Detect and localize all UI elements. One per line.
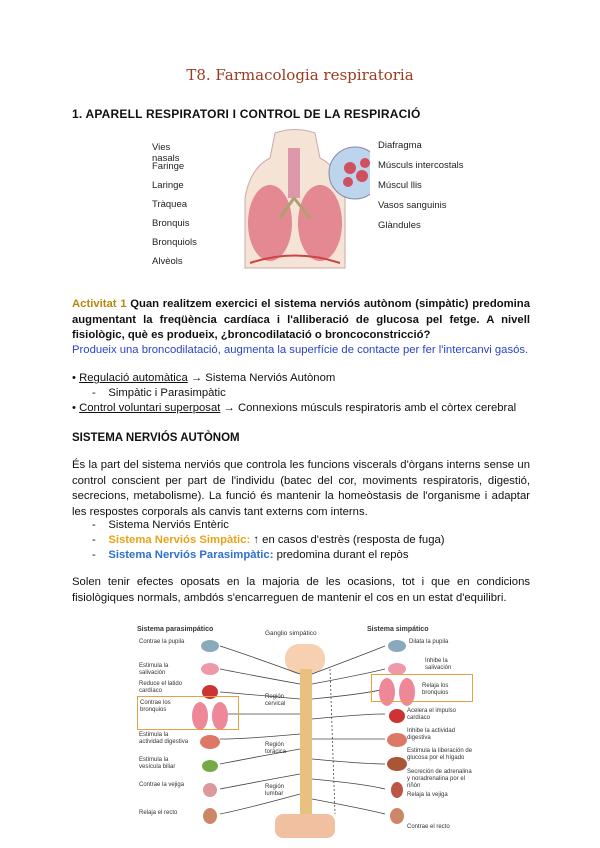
sna-enteric: Sistema Nerviós Entèric [108, 519, 229, 531]
sna-paragraph: És la part del sistema nerviós que controla les funcions viscerals d'òrgans interns sense un control conscient per part de l'individu (batec del cor, moviments respiratoris, digestió, secrecions, metabolisme). La funció és mantenir la homeòstasis de l'organisme i adaptar les respostes corporals als canvis tant externs com interns. [72, 459, 530, 518]
para-label: Relaja el recto [139, 810, 178, 816]
symp-label: Relaja la vejiga [407, 792, 448, 798]
regulation-item: • Control voluntari superposat → Connexions músculs respiratoris amb el còrtex cerebral [72, 402, 517, 414]
resp-label: Diafragma [378, 140, 422, 151]
sna-list-item: - Sistema Nerviós Simpàtic: ↑ en casos d'estrès (resposta de fuga) [92, 534, 445, 546]
section-heading-respiratory: 1. APARELL RESPIRATORI I CONTROL DE LA RESPIRACIÓ [72, 107, 421, 121]
para-bronchi-box [137, 696, 239, 730]
activity-label: Activitat 1 [72, 298, 127, 310]
para-label: Estimula la salivación [139, 663, 169, 676]
ganglion-title: Ganglio simpático [265, 630, 317, 637]
sympathetic-title: Sistema simpático [367, 626, 429, 633]
activity-answer: Produeix una broncodilatació, augmenta la superfície de contacte per fer l'intercanvi gasós. [72, 344, 529, 356]
activity-question [72, 297, 530, 344]
resp-label: Músculs intercostals [378, 160, 464, 171]
symp-label: Secreción de adrenalina y noradrenalina por el riñón [407, 769, 472, 789]
para-label: Reduce el latido cardíaco [139, 681, 183, 694]
resp-label: Alvèols [152, 256, 183, 267]
resp-label: Bronquis [152, 218, 190, 229]
respiratory-illustration [220, 128, 370, 278]
page-title: T8. Farmacologia respiratoria [186, 66, 414, 84]
resp-label: Faringe [152, 161, 185, 172]
resp-label: Múscul llis [378, 180, 422, 191]
regulation-subitem: - Simpàtic i Parasimpàtic [92, 387, 226, 399]
activity-question-text: Quan realitzem exercici el sistema nerviós autònom (simpàtic) predomina augmentant la freqüència cardíaca i l'alliberació de glucosa pel fetge. A nivell fisiològic, què es produeix, ¿broncodilatació o broncoconstricció? [72, 298, 530, 341]
symp-label: Acelera el impulso cardíaco [407, 708, 457, 721]
region-label: Región cervical [265, 694, 286, 707]
regulation-item: • Regulació automàtica → Sistema Nerviós Autònom [72, 372, 336, 384]
resp-label: Vasos sanguinis [378, 200, 447, 211]
symp-label: Inhibe la actividad digestiva [407, 728, 456, 741]
sna-sympathetic-label: Sistema Nerviós Simpàtic: [108, 534, 251, 546]
resp-label: Vies nasals [152, 142, 180, 164]
sna-parasympathetic-label: Sistema Nerviós Parasimpàtic: [108, 549, 274, 561]
symp-label: Contrae el recto [407, 824, 450, 830]
resp-label: Laringe [152, 180, 184, 191]
para-label: Contrae la vejiga [139, 782, 185, 788]
sna-list-item: - Sistema Nerviós Parasimpàtic: predomina durant el repòs [92, 549, 409, 561]
para-label: Contrae los bronquios [140, 700, 171, 713]
regulation-item2-rest: → Connexions músculs respiratoris amb el còrtex cerebral [220, 402, 517, 414]
regulation-item1-label: Regulació automàtica [79, 372, 188, 384]
symp-label: Inhibe la salivación [425, 658, 452, 671]
section-heading-sna: SISTEMA NERVIÓS AUTÒNOM [72, 432, 240, 444]
sna-list [72, 518, 562, 563]
region-label: Región torácica [265, 742, 287, 755]
para-label: Estimula la vesícula biliar [139, 757, 176, 770]
resp-label: Glàndules [378, 220, 421, 231]
regulation-item1-rest: → Sistema Nerviós Autònom [187, 372, 336, 384]
resp-label: Bronquiols [152, 237, 197, 248]
regulation-subitem-text: Simpàtic i Parasimpàtic [108, 387, 226, 399]
respiratory-figure [150, 128, 464, 278]
symp-label: Estimula la liberación de glucosa por el hígado [407, 748, 473, 761]
resp-label: Tràquea [152, 199, 188, 210]
sna-list-item: - Sistema Nerviós Entèric [92, 519, 229, 531]
effects-paragraph: Solen tenir efectes oposats en la majoria de les ocasions, tot i que en condicions fisiològiques normals, ambdós s'encarreguen de mantenir el cos en un estat d'equilibri. [72, 576, 530, 604]
parasympathetic-title: Sistema parasimpático [137, 626, 214, 633]
symp-label: Dilata la pupila [409, 639, 449, 645]
regulation-list [72, 371, 542, 416]
para-label: Estimula la actividad digestiva [139, 732, 189, 745]
region-label: Región lumbar [265, 784, 285, 797]
para-label: Contrae la pupila [139, 639, 185, 645]
ans-diagram [135, 624, 475, 842]
regulation-item2-label: Control voluntari superposat [79, 402, 221, 414]
sna-parasympathetic-rest: predomina durant el repòs [273, 549, 409, 561]
symp-label: Relaja los bronquios [422, 683, 449, 696]
sna-sympathetic-rest: ↑ en casos d'estrès (resposta de fuga) [250, 534, 445, 546]
symp-bronchi-box [371, 674, 473, 702]
